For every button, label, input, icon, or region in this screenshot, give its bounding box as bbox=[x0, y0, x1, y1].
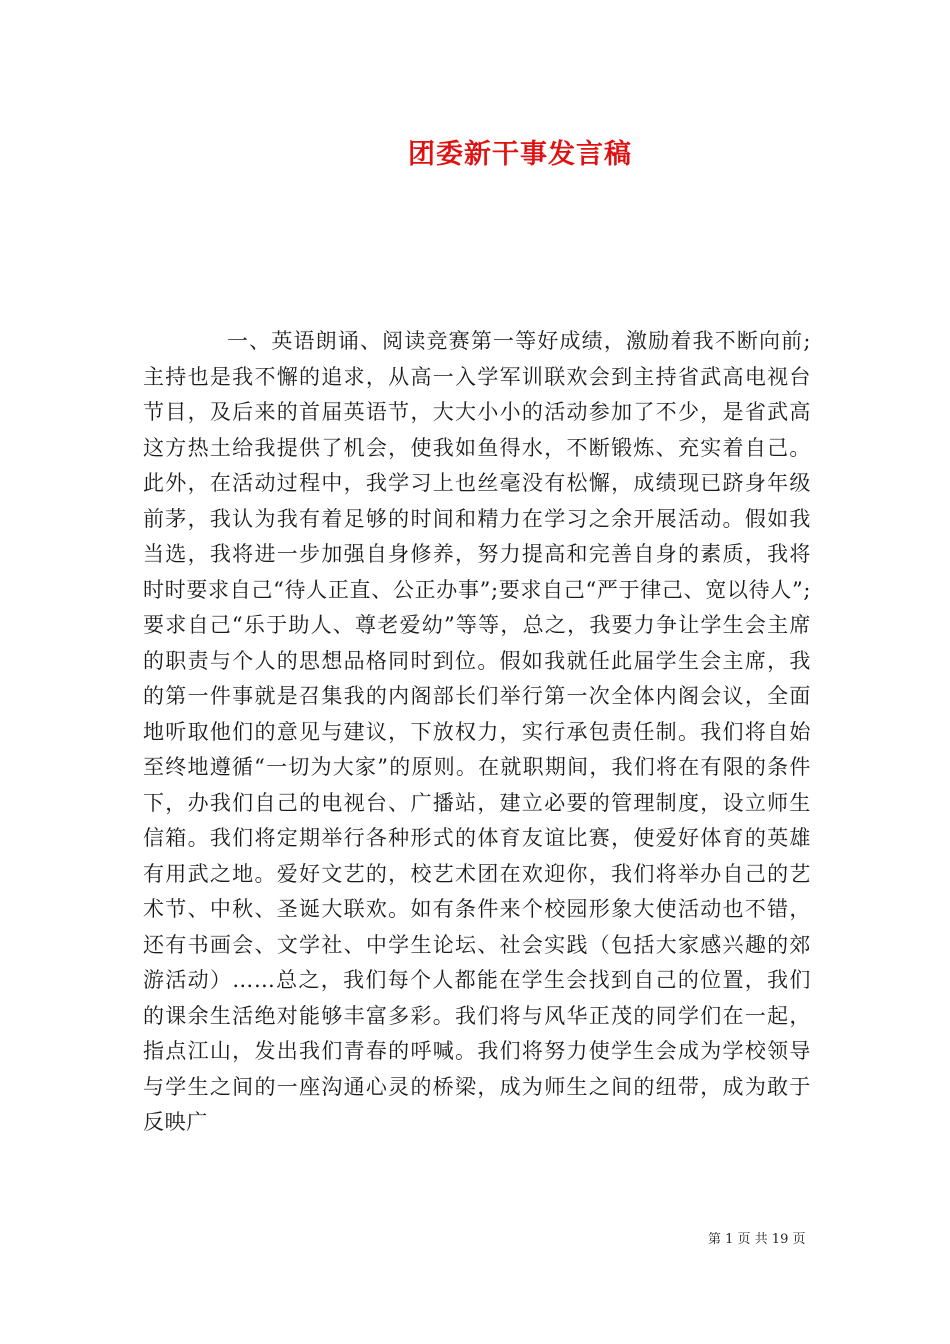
body-paragraph: 一、英语朗诵、阅读竞赛第一等好成绩，激励着我不断向前;主持也是我不懈的追求，从高一入学军训联欢会到主持省武高电视台节目，及后来的首届英语节，大大小小的活动参加了不少，是省武高这方热土给我提供了机会，使我如鱼得水，不断锻炼、充实着自己。此外，在活动过程中，我学习上也丝毫没有松懈，成绩现已跻身年级前茅，我认为我有着足够的时间和精力在学习之余开展活动。假如我当选，我将进一步加强自身修养，努力提高和完善自身的素质，我将时时要求自己“待人正直、公正办事”;要求自己“严于律己、宽以待人”;要求自己“乐于助人、尊老爱幼”等等，总之，我要力争让学生会主席的职责与个人的思想品格同时到位。假如我就任此届学生会主席，我的第一件事就是召集我的内阁部长们举行第一次全体内阁会议，全面地听取他们的意见与建议，下放权力，实行承包责任制。我们将自始至终地遵循“一切为大家”的原则。在就职期间，我们将在有限的条件下，办我们自己的电视台、广播站，建立必要的管理制度，设立师生信箱。我们将定期举行各种形式的体育友谊比赛，使爱好体育的英雄有用武之地。爱好文艺的，校艺术团在欢迎你，我们将举办自己的艺术节、中秋、圣诞大联欢。如有条件来个校园形象大使活动也不错，还有书画会、文学社、中学生论坛、社会实践（包括大家感兴趣的郊游活动）……总之，我们每个人都能在学生会找到自己的位置，我们的课余生活绝对能够丰富多彩。我们将与风华正茂的同学们在一起，指点江山，发出我们青春的呼喊。我们将努力使学生会成为学校领导与学生之间的一座沟通心灵的桥梁，成为师生之间的纽带，成为敢于反映广 bbox=[143, 329, 811, 1134]
document-title: 团委新干事发言稿 bbox=[408, 139, 632, 170]
page-number: 第 1 页 共 19 页 bbox=[708, 1232, 806, 1247]
